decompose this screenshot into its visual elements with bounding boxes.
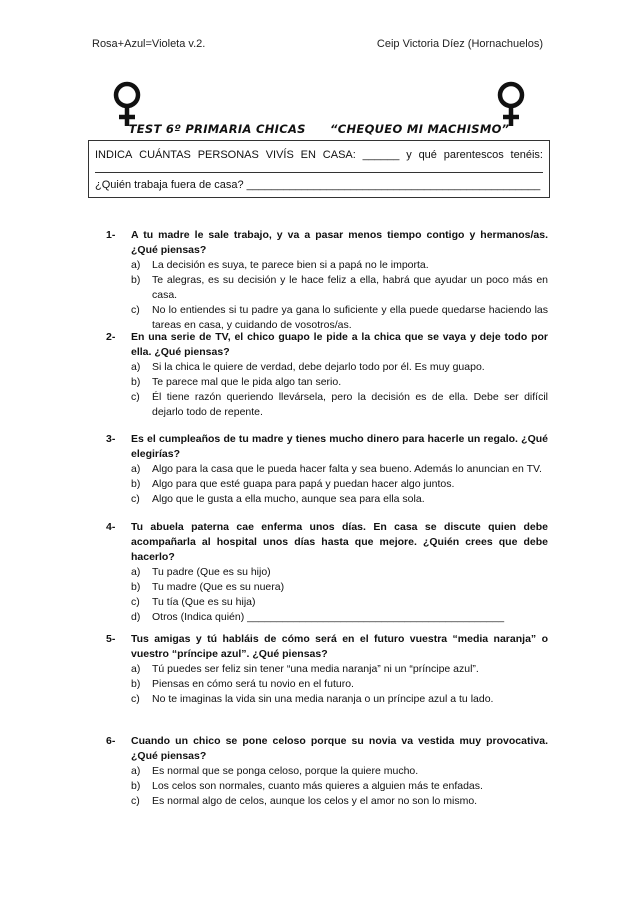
intro-word: parentescos (443, 149, 504, 161)
answer-option (131, 477, 548, 492)
answer-option (131, 565, 548, 580)
option-text: Tu tía (Que es su hija) (152, 596, 256, 608)
option-text: No te imaginas la vida sin una media naranja o un príncipe azul a tu lado. (152, 693, 494, 705)
answer-option (131, 375, 548, 390)
answer-option (131, 677, 548, 692)
question-stem (106, 330, 548, 360)
question-number: 5- (106, 633, 116, 645)
option-text: Tu madre (Que es su nuera) (152, 581, 285, 593)
title-part1: TEST 6º PRIMARIA CHICAS (128, 122, 306, 136)
answer-option (131, 492, 548, 507)
option-letter: b) (131, 678, 141, 690)
question-stem (106, 432, 548, 462)
answer-option (131, 273, 548, 303)
option-letter: a) (131, 663, 141, 675)
question-5 (106, 632, 548, 707)
question-text: Tu abuela paterna cae enferma unos días. En casa se discute quien debe acompañarla al hospital unos días hasta que mejore. ¿Quién crees que debe hacerlo? (131, 521, 548, 563)
option-letter: c) (131, 795, 140, 807)
option-letter: b) (131, 274, 141, 286)
intro-word: ______ (362, 149, 400, 161)
intro-word: CASA: (322, 149, 356, 161)
option-letter: a) (131, 566, 141, 578)
answer-option (131, 779, 548, 794)
option-text: Es normal algo de celos, aunque los celos y el amor no son lo mismo. (152, 795, 478, 807)
page-title (0, 122, 638, 136)
question-6 (106, 734, 548, 809)
answer-option (131, 303, 548, 333)
answer-option (131, 258, 548, 273)
option-text: Algo para que esté guapa para papá y puedan hacer algo juntos. (152, 478, 455, 490)
answer-option (131, 794, 548, 809)
intro-word: INDICA (95, 149, 133, 161)
option-letter: d) (131, 611, 141, 623)
question-3 (106, 432, 548, 507)
option-letter: c) (131, 596, 140, 608)
option-text: Piensas en cómo será tu novio en el futuro. (152, 678, 354, 690)
intro-word: CUÁNTAS (139, 149, 191, 161)
option-text: Te parece mal que le pida algo tan serio. (152, 376, 342, 388)
option-text: Tu padre (Que es su hijo) (152, 566, 271, 578)
intro-word: EN (300, 149, 316, 161)
option-letter: a) (131, 361, 141, 373)
option-letter: b) (131, 478, 141, 490)
question-4 (106, 520, 548, 625)
answer-option (131, 595, 548, 610)
question-stem (106, 228, 548, 258)
option-text: Él tiene razón queriendo llevársela, pero la decisión es de ella. Debe ser difícil dejarlo todo de repente. (152, 391, 548, 418)
question-number: 2- (106, 331, 116, 343)
answer-option (131, 462, 548, 477)
intro-line1 (95, 147, 543, 163)
question-number: 1- (106, 229, 116, 241)
intro-line3: ¿Quién trabaja fuera de casa? ________________________________________________ (95, 179, 541, 191)
female-symbol-icon (492, 80, 530, 128)
answer-option (131, 764, 548, 779)
answer-option (131, 692, 548, 707)
answer-option (131, 390, 548, 420)
intro-word: PERSONAS (197, 149, 259, 161)
question-stem (106, 734, 548, 764)
option-letter: a) (131, 259, 141, 271)
option-letter: c) (131, 304, 140, 316)
option-letter: a) (131, 463, 141, 475)
option-text: Es normal que se ponga celoso, porque la quiere mucho. (152, 765, 419, 777)
header-right-text: Ceip Victoria Díez (Hornachuelos) (376, 38, 543, 50)
option-text: La decisión es suya, te parece bien si a papá no le importa. (152, 259, 429, 271)
question-stem (106, 632, 548, 662)
question-number: 3- (106, 433, 116, 445)
answer-option (131, 580, 548, 595)
question-2 (106, 330, 548, 420)
question-text: En una serie de TV, el chico guapo le pide a la chica que se vaya y deje todo por ella. ¿Qué piensas? (131, 331, 548, 358)
title-part2: “CHEQUEO MI MACHISMO” (330, 122, 510, 136)
intro-blank-line (95, 163, 543, 173)
option-text: No lo entiendes si tu padre ya gana lo suficiente y ella puede quedarse haciendo las tareas en casa, y cuidando de vosotros/as. (152, 304, 548, 331)
answer-option (131, 662, 548, 677)
question-stem (106, 520, 548, 565)
option-text: Algo que le gusta a ella mucho, aunque sea para ella sola. (152, 493, 425, 505)
female-symbol-icon (108, 80, 146, 128)
option-letter: b) (131, 581, 141, 593)
question-text: Tus amigas y tú habláis de cómo será en el futuro vuestra “media naranja” o vuestro “príncipe azul”. ¿Qué piensas? (131, 633, 548, 660)
answer-option (131, 360, 548, 375)
option-letter: c) (131, 391, 140, 403)
question-number: 6- (106, 735, 116, 747)
option-letter: a) (131, 765, 141, 777)
option-text: Si la chica le quiere de verdad, debe dejarlo todo por él. Es muy guapo. (152, 361, 485, 373)
option-letter: b) (131, 376, 141, 388)
question-text: Es el cumpleaños de tu madre y tienes mucho dinero para hacerle un regalo. ¿Qué elegirías? (131, 433, 548, 460)
intro-word: tenéis: (510, 149, 543, 161)
question-number: 4- (106, 521, 116, 533)
answer-option (131, 610, 548, 625)
intro-word: qué (418, 149, 437, 161)
option-text: Los celos son normales, cuanto más quieres a alguien más te enfadas. (152, 780, 483, 792)
intro-word: y (406, 149, 412, 161)
option-letter: c) (131, 693, 140, 705)
option-text: Tú puedes ser feliz sin tener “una media naranja” ni un “príncipe azul”. (152, 663, 479, 675)
option-letter: b) (131, 780, 141, 792)
intro-box (88, 140, 550, 198)
option-letter: c) (131, 493, 140, 505)
question-text: Cuando un chico se pone celoso porque su novia va vestida muy provocativa. ¿Qué piensas? (131, 735, 548, 762)
question-1 (106, 228, 548, 333)
option-text: Te alegras, es su decisión y le hace feliz a ella, habrá que ayudar un poco más en casa. (152, 274, 548, 301)
option-text: Algo para la casa que le pueda hacer falta y sea bueno. Además lo anuncian en TV. (152, 463, 542, 475)
header-left-text: Rosa+Azul=Violeta v.2. (92, 38, 206, 50)
option-text: Otros (Indica quién) ____________________________________________ (152, 611, 505, 623)
question-text: A tu madre le sale trabajo, y va a pasar menos tiempo contigo y hermanos/as. ¿Qué piensas? (131, 229, 548, 256)
intro-word: VIVÍS (265, 149, 294, 161)
